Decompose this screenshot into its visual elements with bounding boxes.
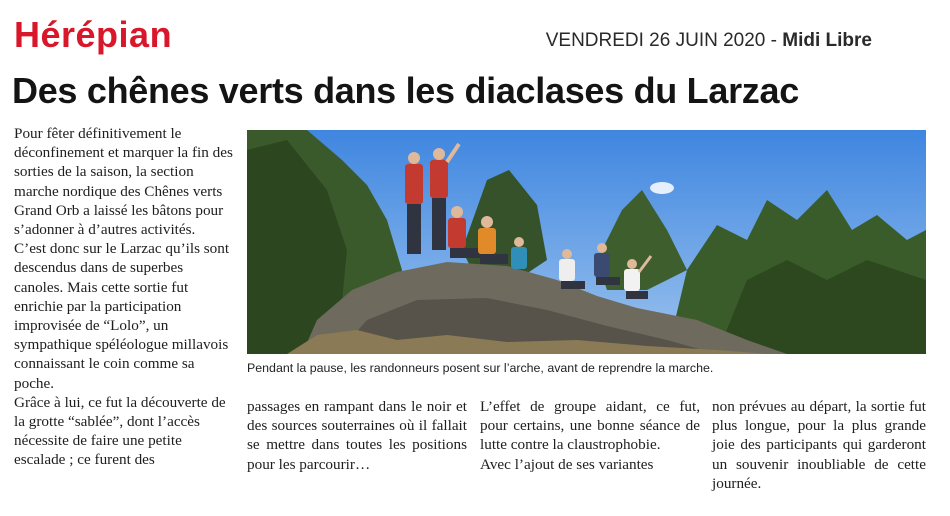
paragraph: Pour fêter définitivement le déconfinement et marquer la fin des sorties de la saison, la section marche nordique des Chênes verts Grand Orb a laissé les bâtons pour s’adonner à d’autres activités. bbox=[14, 125, 233, 239]
article-column-3 bbox=[480, 397, 700, 474]
paragraph: non prévues au départ, la sortie fut plus longue, pour la plus grande joie des participants qui garderont un souvenir inoubliable de cette journée. bbox=[712, 398, 926, 492]
dateline bbox=[546, 30, 872, 52]
paragraph: Avec l’ajout de ses variantes bbox=[480, 455, 654, 473]
article-headline: Des chênes verts dans les diaclases du Larzac bbox=[12, 70, 799, 111]
article-column-4 bbox=[712, 397, 926, 493]
article-column-1 bbox=[14, 124, 236, 470]
paragraph: L’effet de groupe aidant, ce fut, pour certains, une bonne séance de lutte contre la claustrophobie. bbox=[480, 398, 700, 454]
publication-date: VENDREDI 26 JUIN 2020 bbox=[545, 30, 766, 51]
town-name: Hérépian bbox=[14, 14, 173, 55]
article-column-2 bbox=[247, 397, 467, 474]
article-photo bbox=[247, 130, 926, 354]
paragraph: passages en rampant dans le noir et des sources souterraines où il fallait se mettre dans toutes les positions pour les parcourir… bbox=[247, 398, 467, 473]
cloud bbox=[650, 182, 674, 194]
newspaper-name: Midi Libre bbox=[782, 30, 872, 51]
paragraph: Grâce à lui, ce fut la découverte de la grotte “sablée”, dont l’accès nécessite de faire une petite escalade ; ce furent des bbox=[14, 393, 226, 469]
photo-caption: Pendant la pause, les randonneurs posent sur l’arche, avant de reprendre la marche. bbox=[247, 361, 714, 375]
paragraph: C’est donc sur le Larzac qu’ils sont descendus dans de superbes canoles. Mais cette sortie fut enrichie par la participation improvisée de “Lolo”, un sympathique spéléologue millavois connaissant le coin comme sa poche. bbox=[14, 240, 230, 392]
dateline-separator: - bbox=[765, 30, 783, 51]
